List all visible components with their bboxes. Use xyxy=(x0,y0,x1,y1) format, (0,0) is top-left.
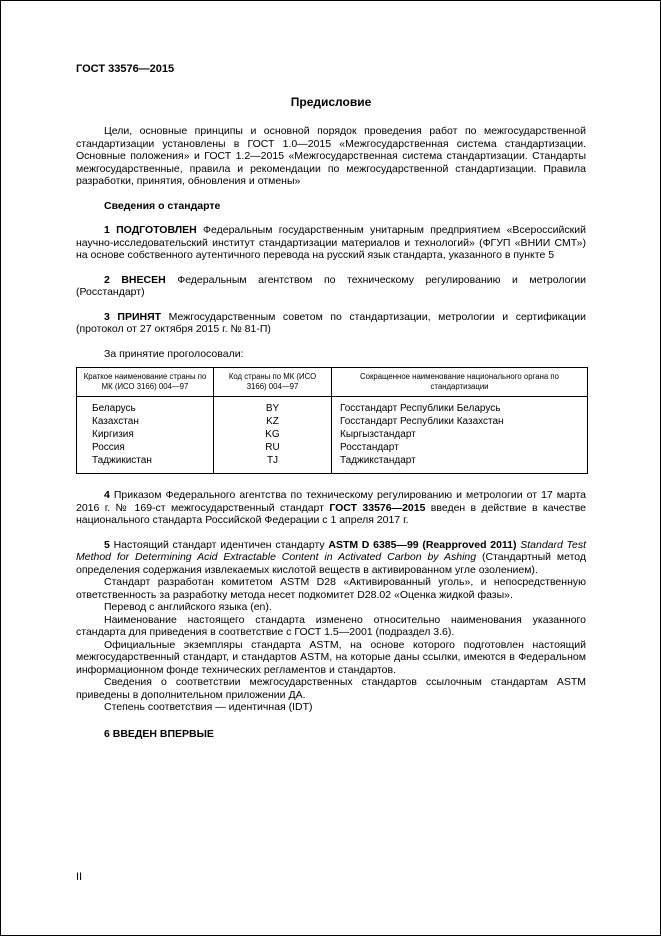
vote-table-header-body: Сокращенное наименование национального органа по стандартизации xyxy=(332,368,588,397)
country-code-cell: RU xyxy=(214,441,332,454)
item-4-label: 4 xyxy=(104,489,110,501)
country-name-cell: Киргизия xyxy=(77,428,214,441)
item-4-gost-number: ГОСТ 33576—2015 xyxy=(329,501,426,514)
table-row xyxy=(77,397,588,416)
item-4-text-1: Приказом Федерального агентства по техническому регулированию и метрологии от 17 марта 2016 г. № 169-ст межгосударственный стандарт xyxy=(76,489,586,514)
item-5-paragraph-naming: Наименование настоящего стандарта изменено относительно наименования указанного стандарта для приведения в соответствие с ГОСТ 1.5—2001 (подраздел 3.6). xyxy=(76,613,586,638)
item-5-paragraph-annex: Сведения о соответствии межгосударственных стандартов ссылочным стандартам ASTM приведены в дополнительном приложении ДА. xyxy=(76,676,586,701)
intro-paragraph: Цели, основные принципы и основной порядок проведения работ по межгосударственной стандартизации установлены в ГОСТ 1.0—2015 «Межгосударственная система стандартизации. Основные положения» и ГОСТ 1.2—2015 «Межгосударственная система стандартизации. Стандарты межгосударственные, правила и рекомендации по межгосударственной стандартизации. Правила разработки, принятия, обновления и отмены» xyxy=(76,125,586,187)
country-code-cell: TJ xyxy=(214,454,332,474)
doc-number: ГОСТ 33576—2015 xyxy=(76,63,175,75)
standards-body-cell: Кыргызстандарт xyxy=(332,428,588,441)
standards-body-cell: Госстандарт Республики Казахстан xyxy=(332,415,588,428)
vote-table-header-code: Код страны по МК (ИСО 3166) 004—97 xyxy=(214,368,332,397)
table-row xyxy=(77,428,588,441)
standards-body-cell: Госстандарт Республики Беларусь xyxy=(332,397,588,416)
table-row xyxy=(77,415,588,428)
item-1-prepared xyxy=(76,224,586,262)
country-name-cell: Казахстан xyxy=(77,415,214,428)
item-1-text: Федеральным государственным унитарным предприятием «Всероссийский научно-исследовательский институт стандартизации материалов и технологий» (ФГУП «ВНИИ СМТ») на основе собственного аутентичного перевода на русский язык стандарта, указанного в пункте 5 xyxy=(76,224,586,261)
item-5-paragraph-committee: Стандарт разработан комитетом ASTM D28 «Активированный уголь», и непосредственную ответственность за разработку метода несет подкомитет D28.02 «Оценка жидкой фазы». xyxy=(76,576,586,601)
page-title: Предисловие xyxy=(290,94,372,109)
page-number: II xyxy=(76,870,83,883)
standard-info-heading: Сведения о стандарте xyxy=(104,199,221,212)
country-code-cell: KG xyxy=(214,428,332,441)
item-5-text-2: (Стандартный метод определения содержания извлекаемых кислотой веществ в активированном угле озолением). xyxy=(76,551,587,576)
vote-table-header-country: Краткое наименование страны по МК (ИСО 3166) 004—97 xyxy=(77,368,214,397)
item-5-identity xyxy=(76,539,586,577)
table-row xyxy=(77,441,588,454)
item-2-label: 2 ВНЕСЕН xyxy=(104,273,166,286)
item-2-submitted xyxy=(76,274,586,299)
item-3-text: Межгосударственным советом по стандартизации, метрологии и сертификации (протокол от 27 октября 2015 г. № 81-П) xyxy=(76,310,587,335)
item-4-text-2: введен в действие в качестве национального стандарта Российской Федерации с 1 апреля 2017 г. xyxy=(76,501,586,526)
item-5-paragraph-idt: Степень соответствия — идентичная (IDT) xyxy=(104,701,313,713)
item-4-order xyxy=(76,489,586,527)
country-name-cell: Россия xyxy=(77,441,214,454)
item-3-adopted xyxy=(76,311,586,336)
vote-table-header-row xyxy=(77,368,588,397)
country-name-cell: Таджикистан xyxy=(77,454,214,474)
item-2-text: Федеральным агентством по техническому регулированию и метрологии (Росстандарт) xyxy=(76,273,586,298)
vote-table xyxy=(76,367,588,474)
item-1-label: 1 ПОДГОТОВЛЕН xyxy=(104,224,197,236)
item-3-label: 3 ПРИНЯТ xyxy=(104,310,162,323)
item-5-paragraph-copies: Официальные экземпляры стандарта ASTM, на основе которого подготовлен настоящий межгосударственный стандарт, и стандартов ASTM, на которые даны ссылки, имеются в Федеральном информационном фонде технических регламентов и стандартов. xyxy=(76,638,586,676)
standards-body-cell: Росстандарт xyxy=(332,441,588,454)
item-6-introduced: 6 ВВЕДЕН ВПЕРВЫЕ xyxy=(104,727,214,740)
country-name-cell: Беларусь xyxy=(77,397,214,416)
vote-intro: За принятие проголосовали: xyxy=(104,347,244,360)
standards-body-cell: Таджикстандарт xyxy=(332,454,588,474)
item-5-label: 5 xyxy=(104,538,110,551)
item-5-astm-title: Standard Test Method for Determining Acid Extractable Content in Activated Carbon by Ashing xyxy=(76,538,587,563)
item-5-astm-number: ASTM D 6385—99 (Reapproved 2011) xyxy=(328,538,517,551)
item-5-paragraph-translation: Перевод с английского языка (en). xyxy=(104,601,272,613)
table-row xyxy=(77,454,588,474)
item-5-text-1: Настоящий стандарт идентичен стандарту xyxy=(113,538,329,551)
country-code-cell: BY xyxy=(214,397,332,416)
country-code-cell: KZ xyxy=(214,415,332,428)
